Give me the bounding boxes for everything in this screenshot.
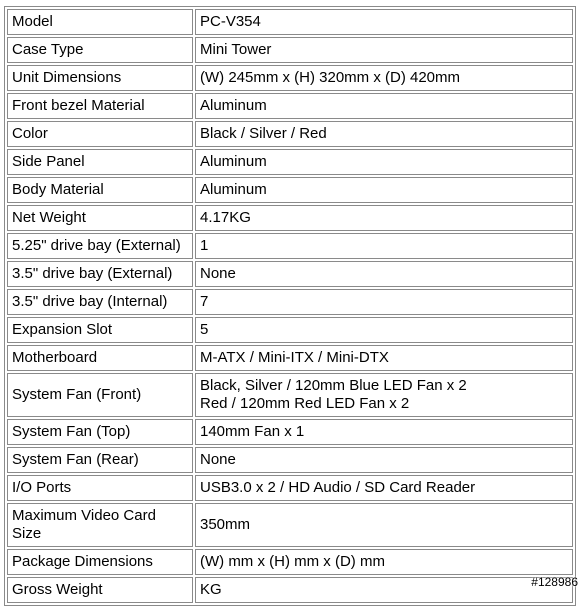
- spec-label: System Fan (Top): [7, 419, 193, 445]
- spec-value: Aluminum: [195, 177, 573, 203]
- spec-table-body: [7, 9, 573, 603]
- table-row: [7, 345, 573, 371]
- spec-value: 4.17KG: [195, 205, 573, 231]
- table-row: [7, 475, 573, 501]
- spec-label: Side Panel: [7, 149, 193, 175]
- table-row: [7, 37, 573, 63]
- image-id-watermark: #128986: [531, 575, 578, 589]
- table-row: [7, 577, 573, 603]
- table-row: [7, 419, 573, 445]
- spec-value: (W) mm x (H) mm x (D) mm: [195, 549, 573, 575]
- table-row: [7, 503, 573, 547]
- spec-value: None: [195, 261, 573, 287]
- table-row: [7, 261, 573, 287]
- spec-label: System Fan (Rear): [7, 447, 193, 473]
- table-row: [7, 317, 573, 343]
- spec-value: Black, Silver / 120mm Blue LED Fan x 2 Red / 120mm Red LED Fan x 2: [195, 373, 573, 417]
- table-row: [7, 93, 573, 119]
- spec-label: I/O Ports: [7, 475, 193, 501]
- table-row: [7, 205, 573, 231]
- spec-label: Maximum Video Card Size: [7, 503, 193, 547]
- spec-value: 5: [195, 317, 573, 343]
- spec-label: 3.5" drive bay (Internal): [7, 289, 193, 315]
- spec-value: 1: [195, 233, 573, 259]
- spec-table: [4, 6, 576, 606]
- spec-label: System Fan (Front): [7, 373, 193, 417]
- spec-value: None: [195, 447, 573, 473]
- spec-label: Front bezel Material: [7, 93, 193, 119]
- table-row: [7, 177, 573, 203]
- spec-value: USB3.0 x 2 / HD Audio / SD Card Reader: [195, 475, 573, 501]
- table-row: [7, 65, 573, 91]
- table-row: [7, 233, 573, 259]
- spec-label: Color: [7, 121, 193, 147]
- spec-value: KG: [195, 577, 573, 603]
- table-row: [7, 121, 573, 147]
- spec-value: PC-V354: [195, 9, 573, 35]
- spec-label: Package Dimensions: [7, 549, 193, 575]
- table-row: [7, 289, 573, 315]
- spec-label: Net Weight: [7, 205, 193, 231]
- spec-value: Aluminum: [195, 93, 573, 119]
- spec-label: 3.5" drive bay (External): [7, 261, 193, 287]
- spec-value: 140mm Fan x 1: [195, 419, 573, 445]
- spec-value: Black / Silver / Red: [195, 121, 573, 147]
- spec-value: Aluminum: [195, 149, 573, 175]
- spec-value: 350mm: [195, 503, 573, 547]
- spec-label: Unit Dimensions: [7, 65, 193, 91]
- spec-label: 5.25" drive bay (External): [7, 233, 193, 259]
- table-row: [7, 549, 573, 575]
- spec-value: Mini Tower: [195, 37, 573, 63]
- spec-value: 7: [195, 289, 573, 315]
- spec-value: (W) 245mm x (H) 320mm x (D) 420mm: [195, 65, 573, 91]
- table-row: [7, 9, 573, 35]
- spec-label: Expansion Slot: [7, 317, 193, 343]
- spec-label: Body Material: [7, 177, 193, 203]
- table-row: [7, 447, 573, 473]
- spec-label: Motherboard: [7, 345, 193, 371]
- spec-label: Case Type: [7, 37, 193, 63]
- table-row: [7, 373, 573, 417]
- table-row: [7, 149, 573, 175]
- spec-label: Gross Weight: [7, 577, 193, 603]
- spec-value: M-ATX / Mini-ITX / Mini-DTX: [195, 345, 573, 371]
- spec-label: Model: [7, 9, 193, 35]
